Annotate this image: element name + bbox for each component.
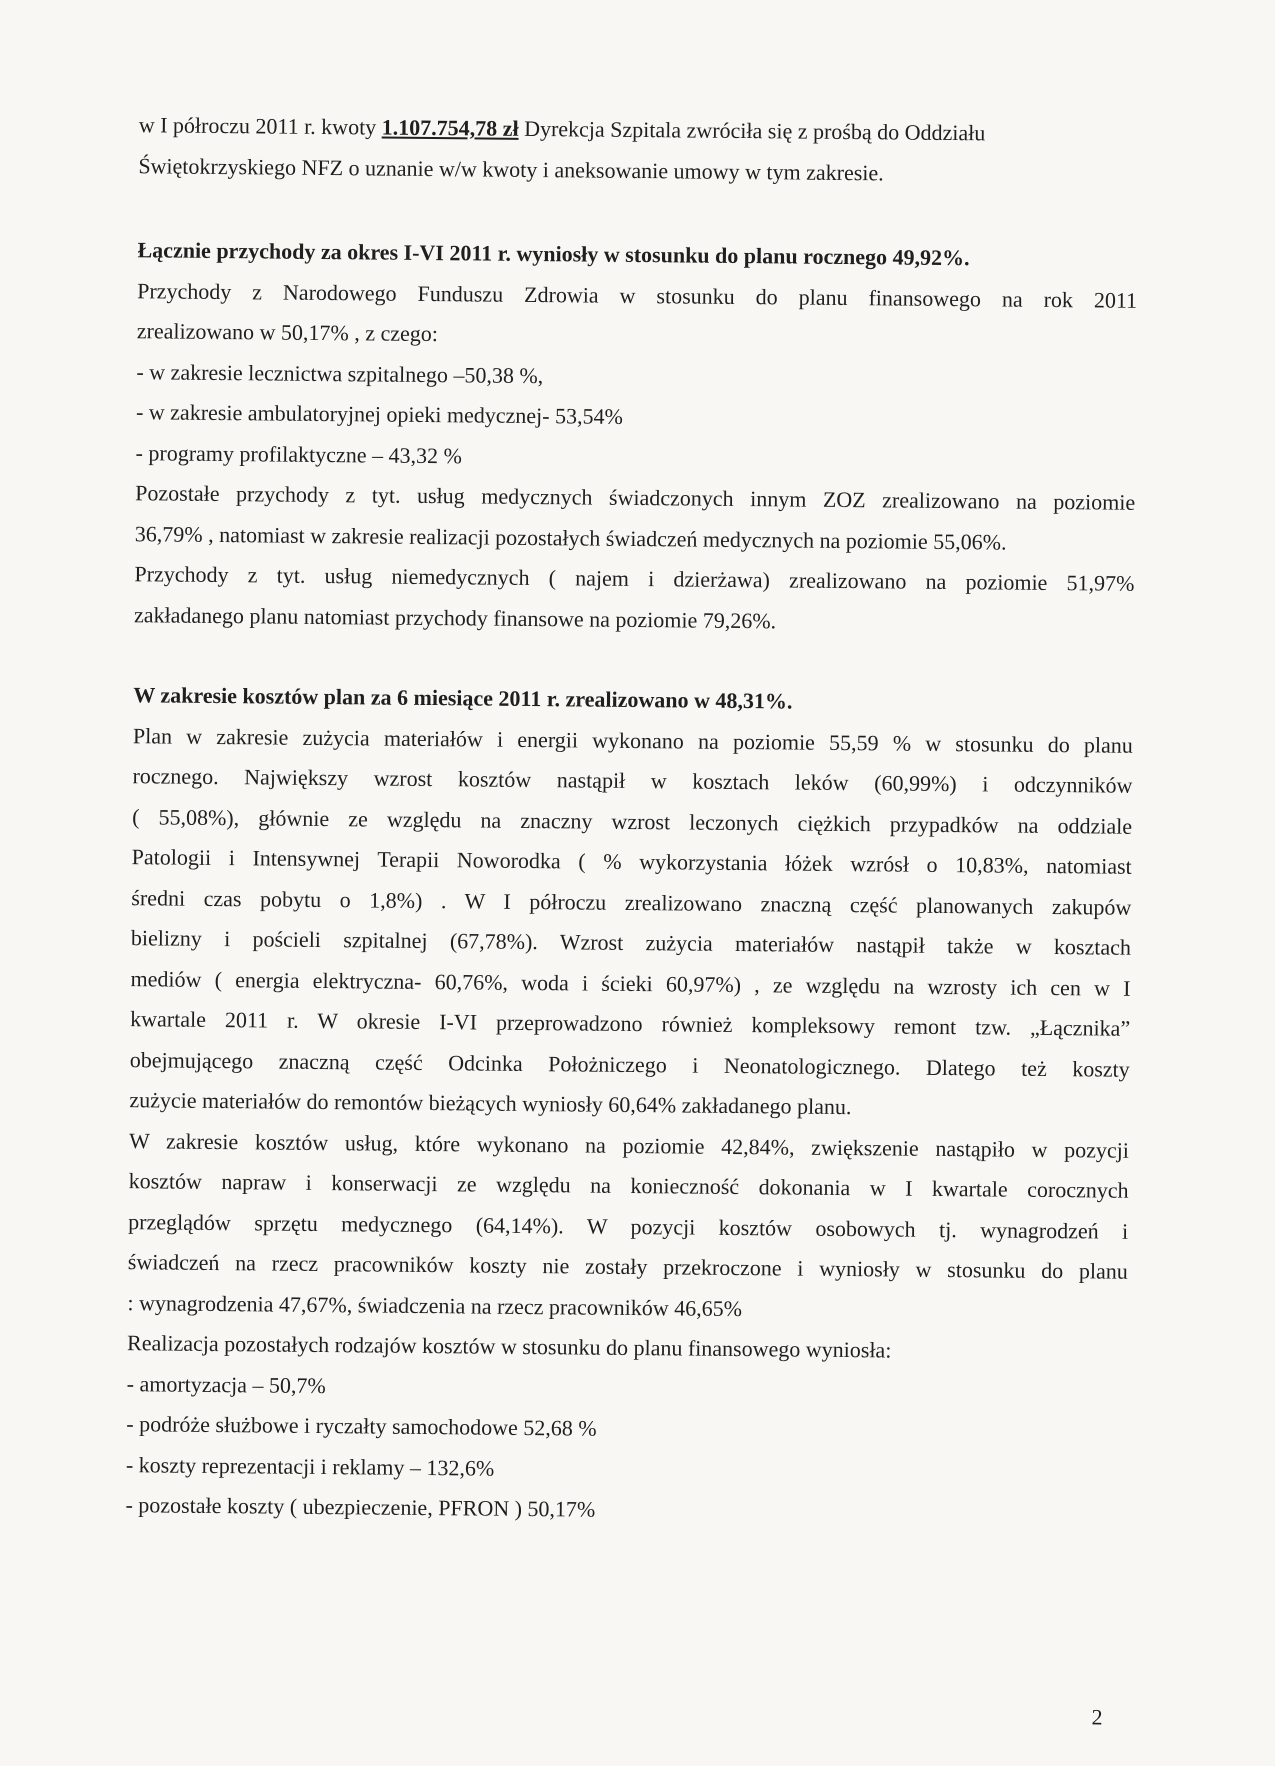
- list-item: - koszty reprezentacji i reklamy – 132,6%: [125, 1451, 495, 1481]
- costs-line: Realizacja pozostałych rodzajów kosztów w stosunku do planu finansowego wyniosła:: [126, 1330, 892, 1363]
- costs-line: Plan w zakresie zużycia materiałów i energii wykonano na poziomie 55,59 % w stosunku do planu: [132, 722, 1133, 758]
- costs-line: obejmującego znaczną część Odcinka Położniczego i Neonatologicznego. Dlatego też koszty: [129, 1046, 1130, 1082]
- costs-line: : wynagrodzenia 47,67%, świadczenia na rzecz pracowników 46,65%: [127, 1289, 743, 1321]
- costs-line: świadczeń na rzecz pracowników koszty nie zostały przekroczone i wyniosły w stosunku do planu: [127, 1249, 1128, 1284]
- costs-heading: W zakresie kosztów plan za 6 miesiące 2011 r. zrealizowano w 48,31%.: [133, 682, 793, 714]
- costs-line: mediów ( energia elektryczna- 60,76%, woda i ścieki 60,97%) , ze względu na wzrosty ich cen w I: [130, 965, 1131, 1001]
- list-item: - w zakresie ambulatoryjnej opieki medycznej- 53,54%: [135, 399, 624, 429]
- revenue-nfz-line-2: zrealizowano w 50,17% , z czego:: [136, 318, 439, 347]
- document-body: [125, 105, 1139, 1535]
- revenue-other-line-4: zakładanego planu natomiast przychody finansowe na poziomie 79,26%.: [133, 601, 777, 633]
- page-number: 2: [1091, 1704, 1103, 1730]
- costs-line: kwartale 2011 r. W okresie I-VI przeprowadzono również kompleksowy remont tzw. „Łącznika”: [130, 1006, 1131, 1041]
- revenue-other-line-3: Przychody z tyt. usług niemedycznych ( najem i dzierżawa) zrealizowano na poziomie 51,97%: [134, 561, 1135, 596]
- list-item: - podróże służbowe i ryczałty samochodowe 52,68 %: [126, 1411, 597, 1441]
- revenue-nfz-line-1: Przychody z Narodowego Funduszu Zdrowia w stosunku do planu finansowego na rok 2011: [137, 277, 1138, 313]
- costs-line: Patologii i Intensywnej Terapii Noworodka ( % wykorzystania łóżek wzrósł o 10,83%, natomiast: [131, 844, 1132, 879]
- costs-line: przeglądów sprzętu medycznego (64,14%). W pozycji kosztów osobowych tj. wynagrodzeń i: [128, 1208, 1129, 1244]
- costs-line: W zakresie kosztów usług, które wykonano na poziomie 42,84%, zwiększenie nastąpiło w pozycji: [128, 1127, 1130, 1163]
- list-item: - w zakresie lecznictwa szpitalnego –50,38 %,: [136, 358, 544, 388]
- list-item: - amortyzacja – 50,7%: [126, 1370, 326, 1398]
- text: w I półroczu 2011 r. kwoty: [138, 112, 382, 140]
- revenue-heading: Łącznie przychody za okres I-VI 2011 r. wyniosły w stosunku do planu rocznego 49,92%.: [137, 237, 970, 271]
- costs-line: średni czas pobytu o 1,8%) . W I półroczu zrealizowano znaczną część planowanych zakupów: [131, 884, 1132, 920]
- costs-line: bielizny i pościeli szpitalnej (67,78%). Wzrost zużycia materiałów nastąpił także w kosztach: [130, 925, 1132, 960]
- costs-line: ( 55,08%), głównie ze względu na znaczny wzrost leczonych ciężkich przypadków na oddziale: [132, 803, 1133, 839]
- costs-line: zużycie materiałów do remontów bieżących wyniosły 60,64% zakładanego planu.: [129, 1087, 852, 1120]
- list-item: - pozostałe koszty ( ubezpieczenie, PFRON ) 50,17%: [125, 1492, 596, 1522]
- revenue-other-line-2: 36,79% , natomiast w zakresie realizacji pozostałych świadczeń medycznych na poziomie 55,06%.: [134, 520, 1007, 555]
- text: Dyrekcja Szpitala zwróciła się z prośbą do Oddziału: [518, 115, 986, 146]
- paragraph-1-line-2: Świętokrzyskiego NFZ o uznanie w/w kwoty i aneksowanie umowy w tym zakresie.: [138, 152, 884, 185]
- revenue-other-line-1: Pozostałe przychody z tyt. usług medycznych świadczonych innym ZOZ zrealizowano na poziomie: [135, 480, 1136, 515]
- costs-line: rocznego. Największy wzrost kosztów nastąpił w kosztach leków (60,99%) i odczynników: [132, 763, 1133, 798]
- costs-line: kosztów napraw i konserwacji ze względu na konieczność dokonania w I kwartale corocznych: [128, 1168, 1129, 1203]
- list-item: - programy profilaktyczne – 43,32 %: [135, 439, 462, 468]
- amount: 1.107.754,78 zł: [381, 114, 519, 141]
